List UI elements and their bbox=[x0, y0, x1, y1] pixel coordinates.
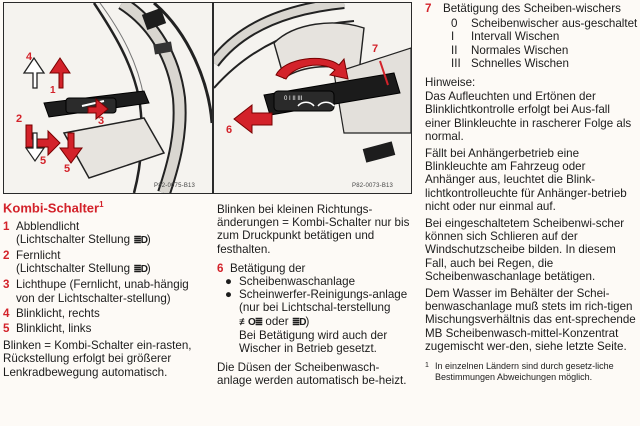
list-item: 0 Scheibenwischer aus-geschaltet bbox=[451, 17, 638, 31]
footnote: 1 In einzelnen Ländern sind durch gesetz-liche Bestimmungen Abweichungen möglich. bbox=[425, 361, 614, 382]
list-item: 4 Blinklicht, rechts bbox=[3, 306, 100, 320]
figure-label-2: 2 bbox=[16, 113, 23, 125]
hints-title: Hinweise: bbox=[425, 76, 476, 90]
middle-column bbox=[217, 203, 413, 388]
list-item: II Normales Wischen bbox=[451, 43, 569, 57]
hint-paragraph: Fällt bei Anhängerbetrieb eine Blinkleuchte am Fahrzeug oder Anhänger aus, leuchtet die Blink-lichtkontrolleuchte für Anhänger-betrieb nicht oder nur einmal auf. bbox=[425, 147, 627, 213]
figure-wiper-switch bbox=[213, 2, 412, 194]
list-item: 3 Lichthupe (Fernlicht, unab-hängig von der Lichtschalter-stellung) bbox=[3, 278, 189, 305]
section-title: Kombi-Schalter$^1$ bbox=[3, 200, 104, 216]
list-item: 1 Abblendlicht (Lichtschalter Stellung ≣D) bbox=[3, 219, 151, 246]
figure-caption: P82-0075-B13 bbox=[154, 183, 196, 189]
figure-label-4: 4 bbox=[26, 51, 33, 63]
svg-text:0 I II III: 0 I II III bbox=[284, 96, 303, 102]
item-6: 6 Betätigung der bbox=[217, 261, 306, 275]
push-arrow-icon bbox=[234, 105, 272, 133]
hint-paragraph: Bei eingeschaltetem Scheibenwi-scher können sich Schlieren auf der Windschutzscheibe bilden. In diesem Fall, auch bei Regen, die Scheibenwaschanlage betätigen. bbox=[425, 217, 625, 283]
item-6-note: Bei Betätigung wird auch der Wischer in Betrieb gesetzt. bbox=[239, 328, 388, 356]
figure-label-5a: 5 bbox=[40, 155, 47, 167]
figure-label-1: 1 bbox=[50, 85, 56, 96]
figure-label-7: 7 bbox=[372, 43, 379, 55]
figure-label-5b: 5 bbox=[64, 163, 71, 175]
high-beam-icon: ≣D bbox=[133, 264, 147, 276]
arrow-up-red-icon bbox=[50, 58, 70, 88]
kombi-schalter-section bbox=[3, 198, 209, 379]
low-beam-icon: ≣D bbox=[291, 316, 306, 328]
list-item: 2 Fernlicht (Lichtschalter Stellung ≣D) bbox=[3, 248, 151, 276]
steering-column-illustration bbox=[4, 3, 212, 193]
fog-light-icon: ≢O≣ bbox=[239, 316, 263, 328]
closing-paragraph: Die Düsen der Scheibenwasch-anlage werden automatisch be-heizt. bbox=[217, 361, 407, 388]
blinken-paragraph: Blinken = Kombi-Schalter ein-rasten, Rückstellung erfolgt bei größerer Lenkradbewegung automatisch. bbox=[3, 339, 192, 379]
hint-paragraph: Das Aufleuchten und Ertönen der Blinklichtkontrolle erfolgt bei Aus-fall einer Blinkleuchte in rascherer Folge als normal. bbox=[425, 90, 632, 143]
figure-label-6: 6 bbox=[226, 124, 233, 136]
hint-paragraph: Dem Wasser im Behälter der Schei-benwaschanlage muß stets im rich-tigen Mischungsverhältnis das ent-sprechende MB Scheibenwasch-mittel-Konzentrat zugemischt wer-den, siehe letzte Seite. bbox=[425, 287, 636, 353]
figure-label-3: 3 bbox=[98, 115, 105, 127]
low-beam-icon: ≣D bbox=[133, 234, 147, 246]
wiper-positions bbox=[425, 17, 638, 70]
list-item: III Schnelles Wischen bbox=[451, 56, 569, 70]
list-item: 5 Blinklicht, links bbox=[3, 321, 92, 335]
wiper-stalk-illustration bbox=[214, 3, 411, 193]
bullet-item: ● Scheinwerfer-Reinigungs-anlage (nur bei Lichtschal-terstellung ≢O≣ oder ≣D) bbox=[225, 288, 408, 328]
item-7: 7 Betätigung des Scheiben-wischers bbox=[425, 2, 621, 15]
bullet-item: ● Scheibenwaschanlage bbox=[225, 275, 356, 289]
right-column bbox=[425, 2, 638, 382]
figure-combination-switch bbox=[3, 2, 213, 194]
list-item: I Intervall Wischen bbox=[451, 30, 560, 44]
intro-paragraph: Blinken bei kleinen Richtungs-änderungen = Kombi-Schalter nur bis zum Druckpunkt betätigen und festhalten. bbox=[217, 203, 410, 256]
figure-caption: P82-0073-B13 bbox=[352, 183, 394, 189]
